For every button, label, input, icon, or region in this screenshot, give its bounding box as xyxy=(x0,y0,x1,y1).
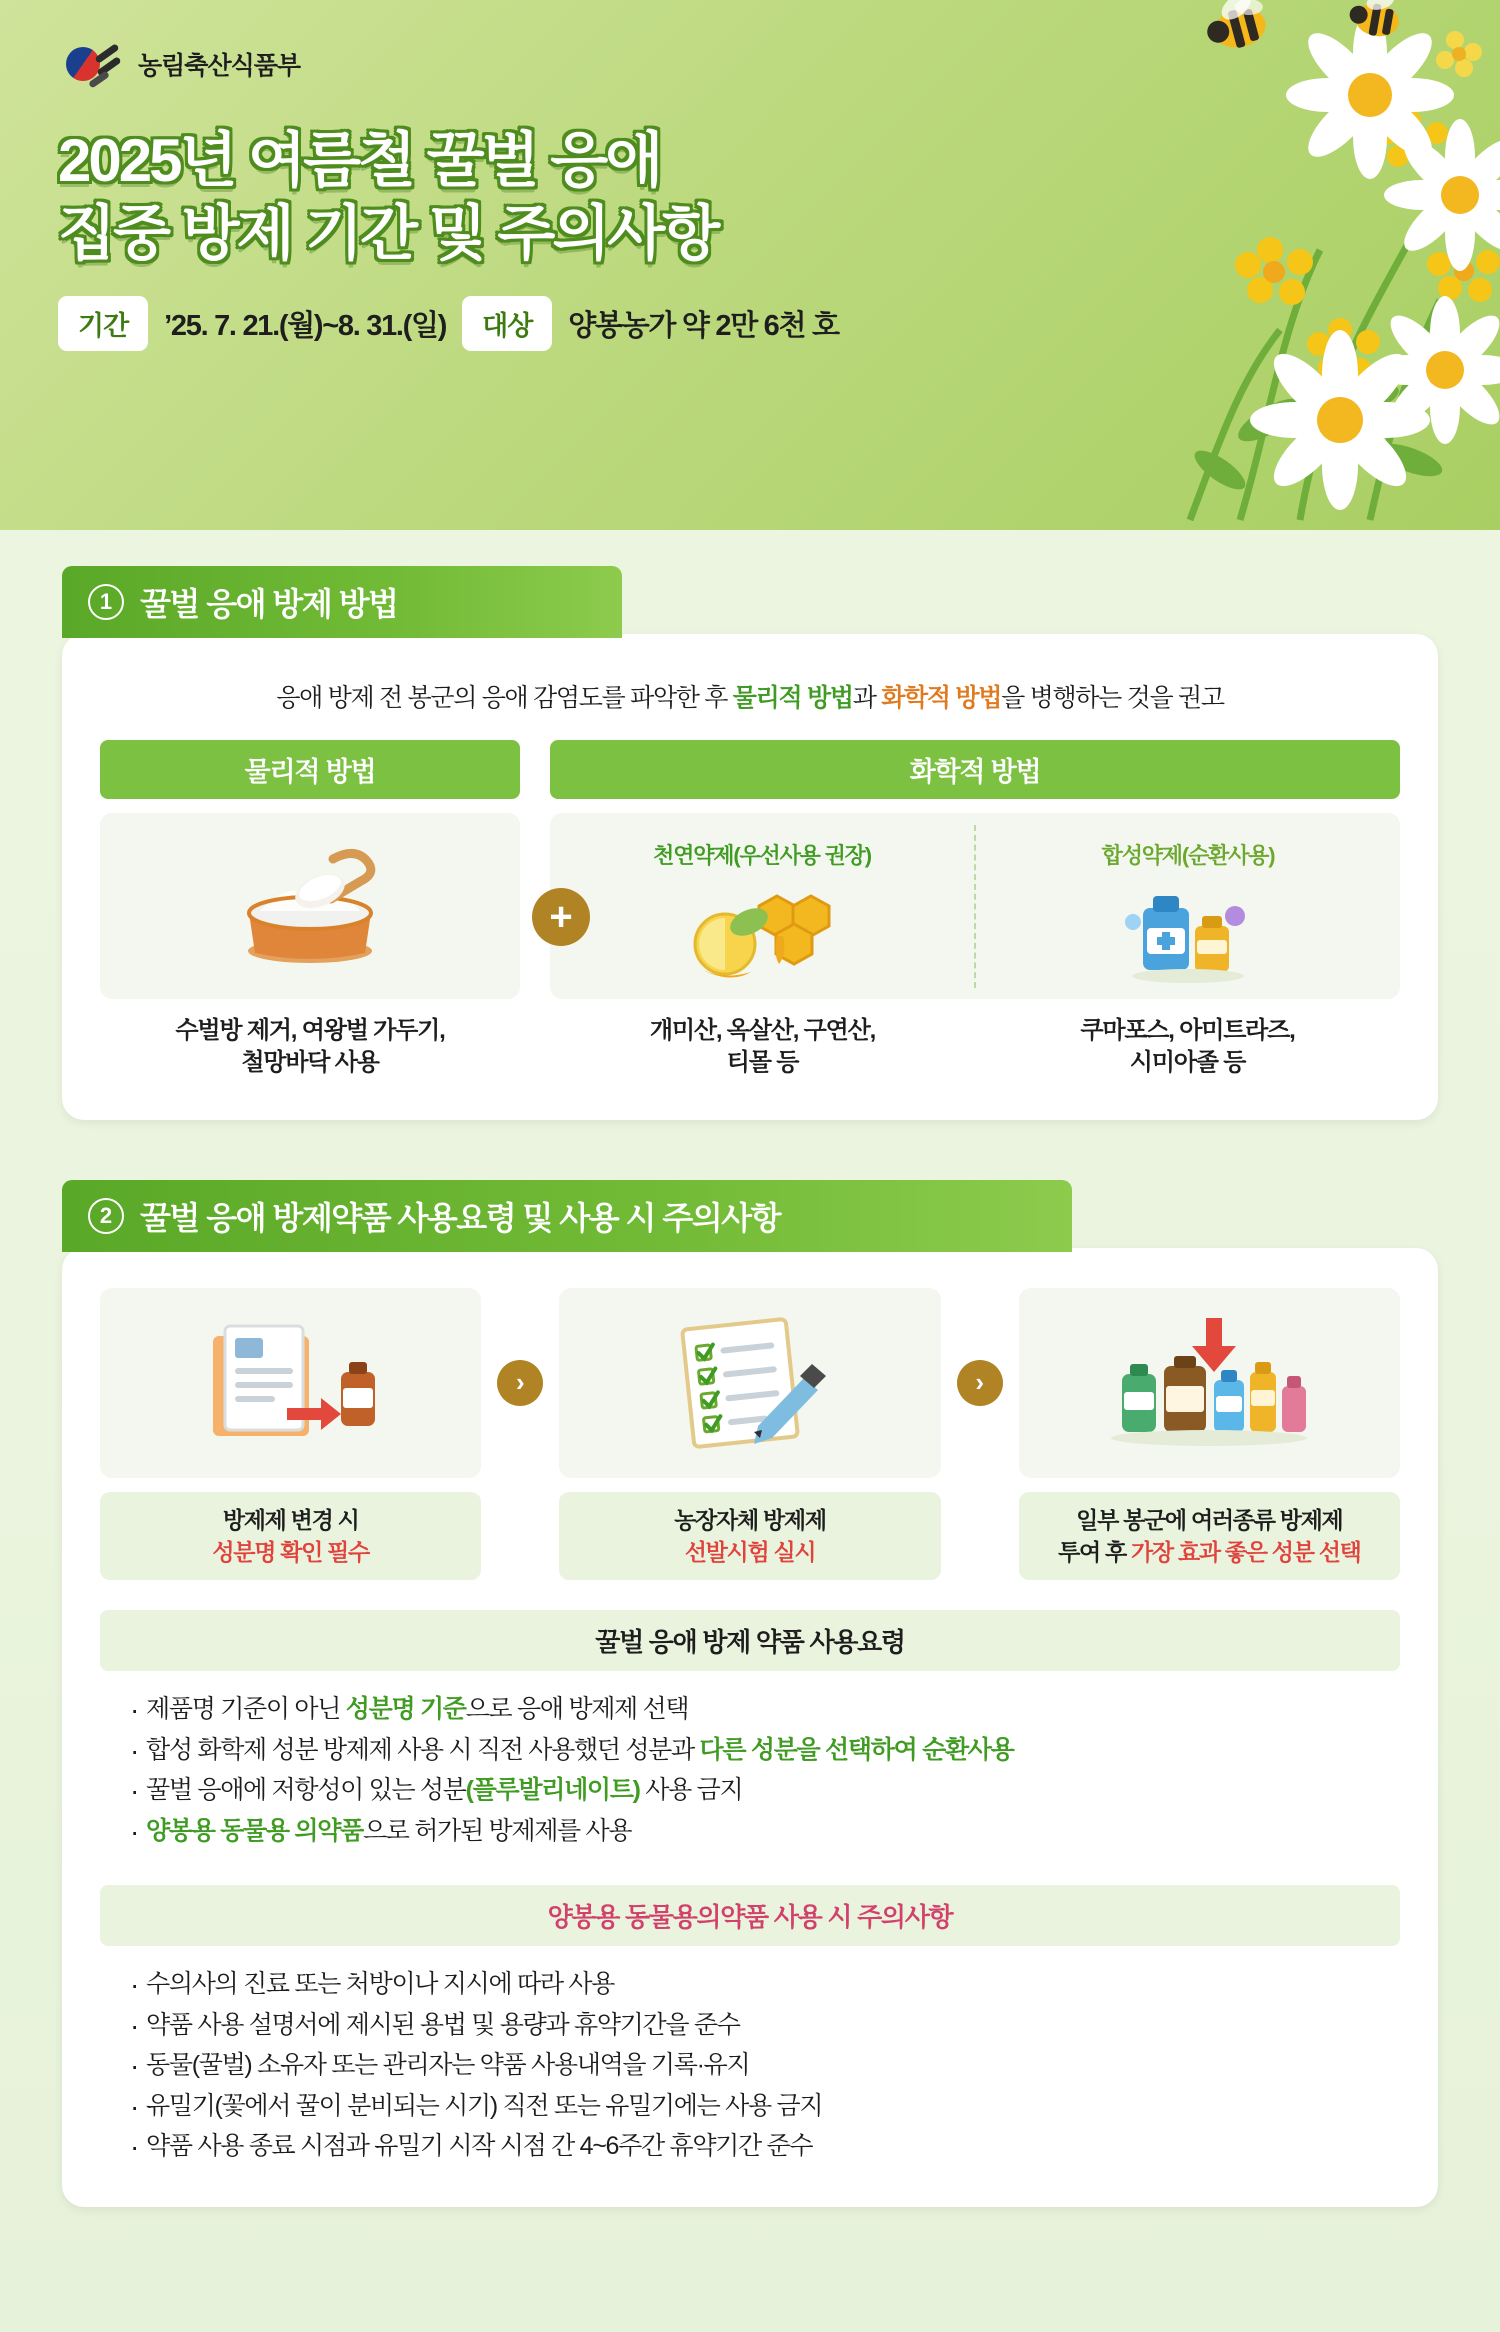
list-item: · 유밀기(꽃에서 꿀이 분비되는 시기) 직전 또는 유밀기에는 사용 금지 xyxy=(126,2086,1400,2127)
usage-guide-list xyxy=(100,1689,1400,1851)
title-line-1: 2025년 여름철 꿀벌 응애 xyxy=(58,127,661,194)
flow-step-2 xyxy=(559,1288,940,1580)
flow-step-3-caption xyxy=(1019,1492,1400,1580)
list-item: · 약품 사용 종료 시점과 유밀기 시작 시점 간 4~6주간 휴약기간 준수 xyxy=(126,2126,1400,2167)
ministry-name: 농림축산식품부 xyxy=(138,52,301,80)
synthetic-agent-block xyxy=(974,825,1400,988)
flow-step-1 xyxy=(100,1288,481,1580)
flow-step-1-caption xyxy=(100,1492,481,1580)
list-item: · 동물(꿀벌) 소유자 또는 관리자는 약품 사용내역을 기록·유지 xyxy=(126,2045,1400,2086)
flow-arrow-2-icon: › xyxy=(957,1360,1003,1406)
list-item: · 수의사의 진료 또는 처방이나 지시에 따라 사용 xyxy=(126,1964,1400,2005)
physical-method-label: 물리적 방법 xyxy=(100,740,520,799)
flow-step-2-line2: 선발시험 실시 xyxy=(684,1538,816,1565)
poster-header xyxy=(0,0,1500,530)
flow-step-3-illustration xyxy=(1019,1288,1400,1478)
document-bottle-icon xyxy=(191,1308,391,1458)
checklist-icon xyxy=(650,1308,850,1458)
section1-title: 꿀벌 응애 방제 방법 xyxy=(140,586,398,622)
chemical-method-illustration xyxy=(550,813,1400,999)
list-item: · 양봉용 동물용 의약품으로 허가된 방제제를 사용 xyxy=(126,1811,1400,1852)
period-value: ’25. 7. 21.(월)~8. 31.(일) xyxy=(164,310,447,343)
government-logo-icon xyxy=(58,38,124,90)
section1-lead xyxy=(100,678,1400,714)
poster-title xyxy=(58,124,1500,270)
flow-step-1-illustration xyxy=(100,1288,481,1478)
poster-meta xyxy=(58,296,1500,351)
flow-step-3-line2-red: 가장 효과 좋은 성분 선택 xyxy=(1131,1538,1361,1565)
lead-part-3: 을 병행하는 것을 권고 xyxy=(1001,684,1224,712)
synthetic-agent-caption: 쿠마포스, 아미트라즈, 시미아졸 등 xyxy=(1080,1017,1295,1077)
flow-step-3 xyxy=(1019,1288,1400,1580)
section1-header xyxy=(62,566,622,638)
flow-step-2-illustration xyxy=(559,1288,940,1478)
list-item: · 꿀벌 응애에 저항성이 있는 성분(플루발리네이트) 사용 금지 xyxy=(126,1770,1400,1811)
natural-agent-block xyxy=(550,825,974,988)
list-item: · 제품명 기준이 아닌 성분명 기준으로 응애 방제제 선택 xyxy=(126,1689,1400,1730)
caution-heading: 양봉용 동물용의약품 사용 시 주의사항 xyxy=(100,1885,1400,1946)
honeycomb-lemon-icon xyxy=(677,878,847,988)
flow-step-2-line1: 농장자체 방제제 xyxy=(674,1506,826,1533)
usage-guide-heading: 꿀벌 응애 방제 약품 사용요령 xyxy=(100,1610,1400,1671)
section2-number: 2 xyxy=(88,1198,124,1234)
usage-flow xyxy=(100,1288,1400,1580)
flow-step-1-line1: 방제제 변경 시 xyxy=(222,1506,359,1533)
flow-step-3-line2-prefix: 투여 후 xyxy=(1058,1538,1132,1565)
section-usage-guide xyxy=(62,1180,1438,2277)
section1-number: 1 xyxy=(88,584,124,620)
list-item: · 약품 사용 설명서에 제시된 용법 및 용량과 휴약기간을 준수 xyxy=(126,2005,1400,2046)
flow-arrow-1-icon: › xyxy=(497,1360,543,1406)
caution-list xyxy=(100,1964,1400,2167)
bottles-icon xyxy=(1094,1308,1324,1458)
title-line-2: 집중 방제 기간 및 주의사항 xyxy=(58,200,718,268)
section2-title: 꿀벌 응애 방제약품 사용요령 및 사용 시 주의사항 xyxy=(140,1199,780,1236)
natural-agent-label: 천연약제(우선사용 권장) xyxy=(653,842,871,868)
period-chip: 기간 xyxy=(58,296,148,351)
flow-step-3-line1: 일부 봉군에 여러종류 방제제 xyxy=(1076,1506,1343,1533)
list-item: · 합성 화학제 성분 방제제 사용 시 직전 사용했던 성분과 다른 성분을 선택하여 순환사용 xyxy=(126,1730,1400,1771)
physical-method-illustration xyxy=(100,813,520,999)
target-chip: 대상 xyxy=(462,296,552,351)
ministry-branding xyxy=(58,38,1500,90)
lead-physical: 물리적 방법 xyxy=(732,684,853,712)
target-value: 양봉농가 약 2만 6천 호 xyxy=(568,310,839,343)
physical-method-column xyxy=(100,740,520,1080)
section1-card xyxy=(62,634,1438,1120)
chemical-method-label: 화학적 방법 xyxy=(550,740,1400,799)
powder-bucket-icon xyxy=(215,831,405,981)
synthetic-agent-label: 합성약제(순환사용) xyxy=(1101,842,1275,868)
medicine-bottles-icon xyxy=(1103,878,1273,988)
plus-badge: + xyxy=(532,888,590,946)
chemical-method-column xyxy=(550,740,1400,1080)
physical-method-caption: 수벌방 제거, 여왕벌 가두기, 철망바닥 사용 xyxy=(175,1017,445,1077)
section2-card xyxy=(62,1248,1438,2207)
lead-part-2: 과 xyxy=(852,684,882,712)
flow-step-1-line2: 성분명 확인 필수 xyxy=(212,1538,369,1565)
section-control-methods xyxy=(62,566,1438,1120)
lead-part-1: 응애 방제 전 봉군의 응애 감염도를 파악한 후 xyxy=(276,684,733,712)
natural-agent-caption: 개미산, 옥살산, 구연산, 티몰 등 xyxy=(649,1017,876,1077)
lead-chemical: 화학적 방법 xyxy=(881,684,1002,712)
section2-header xyxy=(62,1180,1072,1252)
flow-step-2-caption xyxy=(559,1492,940,1580)
